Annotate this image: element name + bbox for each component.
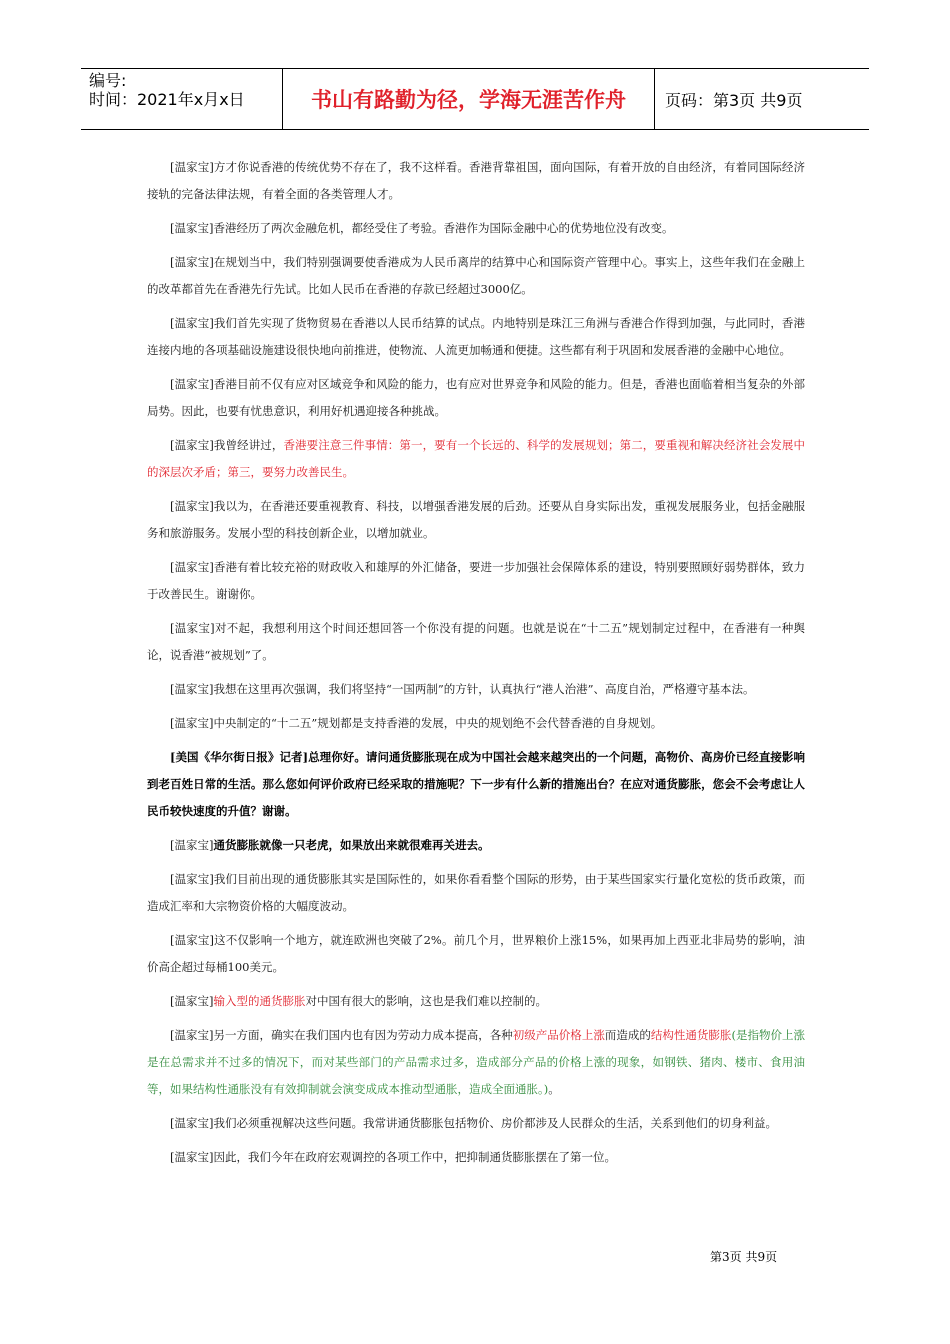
- paragraph: [147, 1110, 805, 1137]
- text-segment: [温家宝]中央制定的“十二五”规划都是支持香港的发展，中央的规划绝不会代替香港的自身规划。: [170, 716, 663, 730]
- paragraph: [147, 676, 805, 703]
- text-segment: [温家宝]在规划当中，我们特别强调要使香港成为人民币离岸的结算中心和国际资产管理中心。事实上，这些年我们在金融上的改革都首先在香港先行先试。比如人民币在香港的存款已经超过3000亿。: [147, 255, 805, 296]
- text-segment: [温家宝]我们目前出现的通货膨胀其实是国际性的，如果你看看整个国际的形势，由于某些国家实行量化宽松的货币政策，而造成汇率和大宗物资价格的大幅度波动。: [147, 872, 805, 913]
- text-segment: [温家宝]对不起，我想利用这个时间还想回答一个你没有提的问题。也就是说在“十二五”规划制定过程中，在香港有一种舆论，说香港“被规划”了。: [147, 621, 805, 662]
- paragraph: [147, 1022, 805, 1103]
- text-red: 结构性通货膨胀: [650, 1028, 732, 1042]
- paragraph: [147, 215, 805, 242]
- text-bold: [美国《华尔街日报》记者]总理你好。请问通货膨胀现在成为中国社会越来越突出的一个问题，高物价、高房价已经直接影响到老百姓日常的生活。那么您如何评价政府已经采取的措施呢？下一步有什么新的措施出台？在应对通货膨胀，您会不会考虑让人民币较快速度的升值？谢谢。: [147, 750, 805, 818]
- text-segment: [温家宝]我曾经讲过，: [170, 438, 284, 452]
- text-green: (是指物价上涨是在总需求并不过多的情况下，而对某些部门的产品需求过多，造成部分产品的价格上涨的现象，如钢铁、猪肉、楼市、食用油等，如果结构性通胀没有有效抑制就会演变成成本推动型通胀，造成全面通胀。): [147, 1028, 806, 1096]
- text-segment: 对中国有很大的影响，这也是我们难以控制的。: [305, 994, 547, 1008]
- text-segment: [温家宝]: [170, 994, 214, 1008]
- paragraph: [147, 493, 805, 547]
- document-number-label: 编号:: [89, 71, 127, 90]
- text-red: 输入型的通货膨胀: [213, 994, 306, 1008]
- text-segment: 而造成的: [604, 1028, 651, 1042]
- text-segment: [温家宝]方才你说香港的传统优势不存在了，我不这样看。香港背靠祖国，面向国际，有着开放的自由经济，有着同国际经济接轨的完备法律法规，有着全面的各类管理人才。: [147, 160, 805, 201]
- footer-page-number: 第3页 共9页: [710, 1250, 778, 1264]
- text-segment: [温家宝]我以为，在香港还要重视教育、科技，以增强香港发展的后劲。还要从自身实际出发，重视发展服务业，包括金融服务和旅游服务。发展小型的科技创新企业，以增加就业。: [147, 499, 805, 540]
- text-segment: [温家宝]我们首先实现了货物贸易在香港以人民币结算的试点。内地特别是珠江三角洲与香港合作得到加强，与此同时，香港连接内地的各项基础设施建设很快地向前推进，使物流、人流更加畅通和便捷。这些都有利于巩固和发展香港的金融中心地位。: [147, 316, 805, 357]
- paragraph: [147, 710, 805, 737]
- header-page-number: 页码：第3页 共9页: [665, 90, 803, 110]
- document-body: [147, 154, 805, 1178]
- text-segment: [温家宝]我想在这里再次强调，我们将坚持“一国两制”的方针，认真执行“港人治港”、高度自治，严格遵守基本法。: [170, 682, 755, 696]
- text-segment: [温家宝]我们必须重视解决这些问题。我常讲通货膨胀包括物价、房价都涉及人民群众的生活，关系到他们的切身利益。: [170, 1116, 777, 1130]
- text-segment: [温家宝]香港有着比较充裕的财政收入和雄厚的外汇储备，要进一步加强社会保障体系的建设，特别要照顾好弱势群体，致力于改善民生。谢谢你。: [147, 560, 805, 601]
- paragraph: [147, 1144, 805, 1171]
- header-info-cell: [81, 69, 282, 129]
- page-header: [81, 68, 869, 130]
- text-segment: [温家宝]: [170, 838, 214, 852]
- paragraph: [147, 866, 805, 920]
- header-motto: 书山有路勤为径，学海无涯苦作舟: [282, 69, 655, 129]
- paragraph: [147, 927, 805, 981]
- paragraph: [147, 554, 805, 608]
- text-red: 香港要注意三件事情：第一，要有一个长远的、科学的发展规划；第二，要重视和解决经济社会发展中的深层次矛盾；第三，要努力改善民生。: [147, 438, 805, 479]
- text-segment: [温家宝]因此，我们今年在政府宏观调控的各项工作中，把抑制通货膨胀摆在了第一位。: [170, 1150, 616, 1164]
- paragraph: [147, 432, 805, 486]
- text-red: 初级产品价格上涨: [512, 1028, 605, 1042]
- paragraph: [147, 615, 805, 669]
- paragraph: [147, 988, 805, 1015]
- paragraph: [147, 744, 805, 825]
- paragraph: [147, 154, 805, 208]
- text-segment: [温家宝]香港目前不仅有应对区域竞争和风险的能力，也有应对世界竞争和风险的能力。但是，香港也面临着相当复杂的外部局势。因此，也要有忧患意识，利用好机遇迎接各种挑战。: [147, 377, 805, 418]
- document-date-label: 时间：2021年x月x日: [89, 90, 245, 109]
- paragraph: [147, 371, 805, 425]
- text-segment: 。: [548, 1082, 560, 1096]
- text-segment: [温家宝]这不仅影响一个地方，就连欧洲也突破了2%。前几个月，世界粮价上涨15%，如果再加上西亚北非局势的影响，油价高企超过每桶100美元。: [147, 933, 805, 974]
- paragraph: [147, 832, 805, 859]
- text-segment: [温家宝]香港经历了两次金融危机，都经受住了考验。香港作为国际金融中心的优势地位没有改变。: [170, 221, 674, 235]
- text-bold: 通货膨胀就像一只老虎，如果放出来就很难再关进去。: [213, 838, 490, 852]
- paragraph: [147, 249, 805, 303]
- text-segment: [温家宝]另一方面，确实在我们国内也有因为劳动力成本提高，各种: [170, 1028, 513, 1042]
- paragraph: [147, 310, 805, 364]
